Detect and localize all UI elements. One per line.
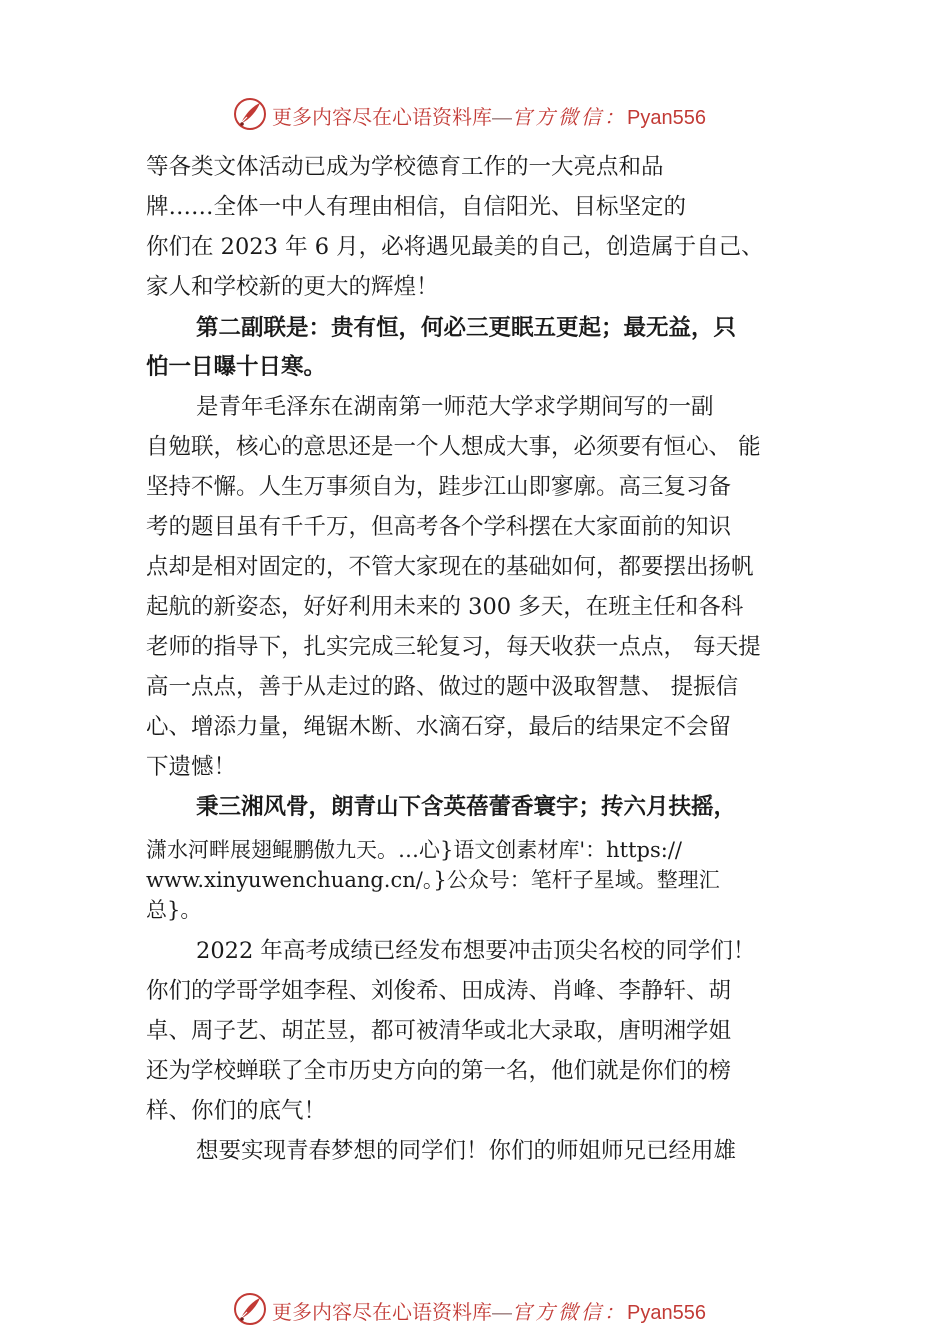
header-banner-dash: —	[492, 107, 512, 129]
header-banner-title: 更多内容尽在心语资料库	[272, 105, 492, 129]
body-line: 牌……全体一中人有理由相信，自信阳光、目标坚定的	[146, 194, 687, 220]
quill-pen-logo-icon	[233, 1292, 267, 1326]
footer-banner	[0, 1290, 950, 1330]
body-line: 起航的新姿态，好好利用未来的 300 多天，在班主任和各科	[146, 594, 744, 620]
source-note-line: 潇水河畔展翅鲲鹏傲九天。…心}语文创素材库'：https://	[146, 838, 682, 862]
source-note-line: www.xinyuwenchuang.cn/。}公众号：笔杆子星域。整理汇	[146, 868, 720, 892]
body-line: 心、增添力量，绳锯木断、水滴石穿，最后的结果定不会留	[146, 714, 732, 740]
body-line: 你们在 2023 年 6 月，必将遇见最美的自己，创造属于自己、	[146, 234, 764, 260]
body-line: 下遗憾！	[146, 754, 237, 780]
header-banner-text	[272, 101, 706, 130]
body-line: 考的题目虽有千千万，但高考各个学科摆在大家面前的知识	[146, 514, 732, 540]
body-line: 家人和学校新的更大的辉煌！	[146, 274, 439, 300]
body-line: 坚持不懈。人生万事须自为，跬步江山即寥廓。高三复习备	[146, 474, 732, 500]
couplet-heading-cont: 怕一日曝十日寒。	[146, 354, 327, 380]
school-motto-heading: 秉三湘风骨，朗青山下含英蓓蕾香寰宇；抟六月扶摇，	[196, 794, 737, 820]
body-line: 高一点点，善于从走过的路、做过的题中汲取智慧、 提振信	[146, 674, 739, 700]
body-line: 是青年毛泽东在湖南第一师范大学求学期间写的一副	[196, 394, 714, 420]
body-line: 等各类文体活动已成为学校德育工作的一大亮点和品	[146, 154, 664, 180]
couplet-heading: 第二副联是：贵有恒，何必三更眠五更起；最无益，只	[196, 315, 737, 341]
body-line: 点却是相对固定的，不管大家现在的基础如何，都要摆出扬帆	[146, 554, 754, 580]
header-banner	[0, 95, 950, 135]
body-line: 你们的学哥学姐李程、刘俊希、田成涛、肖峰、李静轩、胡	[146, 978, 732, 1004]
header-banner-wechat-label: 官方微信：	[512, 105, 627, 129]
source-note-line: 总}。	[146, 898, 202, 922]
footer-banner-wechat-id: Pyan556	[627, 1302, 706, 1324]
footer-banner-title: 更多内容尽在心语资料库	[272, 1300, 492, 1324]
body-line: 自勉联，核心的意思还是一个人想成大事，必须要有恒心、 能	[146, 434, 761, 460]
footer-banner-text	[272, 1296, 706, 1325]
body-line: 老师的指导下，扎实完成三轮复习，每天收获一点点， 每天提	[146, 634, 761, 660]
footer-banner-dash: —	[492, 1302, 512, 1324]
body-line: 卓、周子艺、胡芷昱，都可被清华或北大录取，唐明湘学姐	[146, 1018, 732, 1044]
body-line: 2022 年高考成绩已经发布想要冲击顶尖名校的同学们！	[196, 938, 756, 964]
footer-banner-wechat-label: 官方微信：	[512, 1300, 627, 1324]
body-line: 样、你们的底气！	[146, 1098, 327, 1124]
body-line: 还为学校蝉联了全市历史方向的第一名，他们就是你们的榜	[146, 1058, 732, 1084]
body-line: 想要实现青春梦想的同学们！你们的师姐师兄已经用雄	[196, 1138, 737, 1164]
quill-pen-logo-icon	[233, 97, 267, 131]
header-banner-wechat-id: Pyan556	[627, 107, 706, 129]
